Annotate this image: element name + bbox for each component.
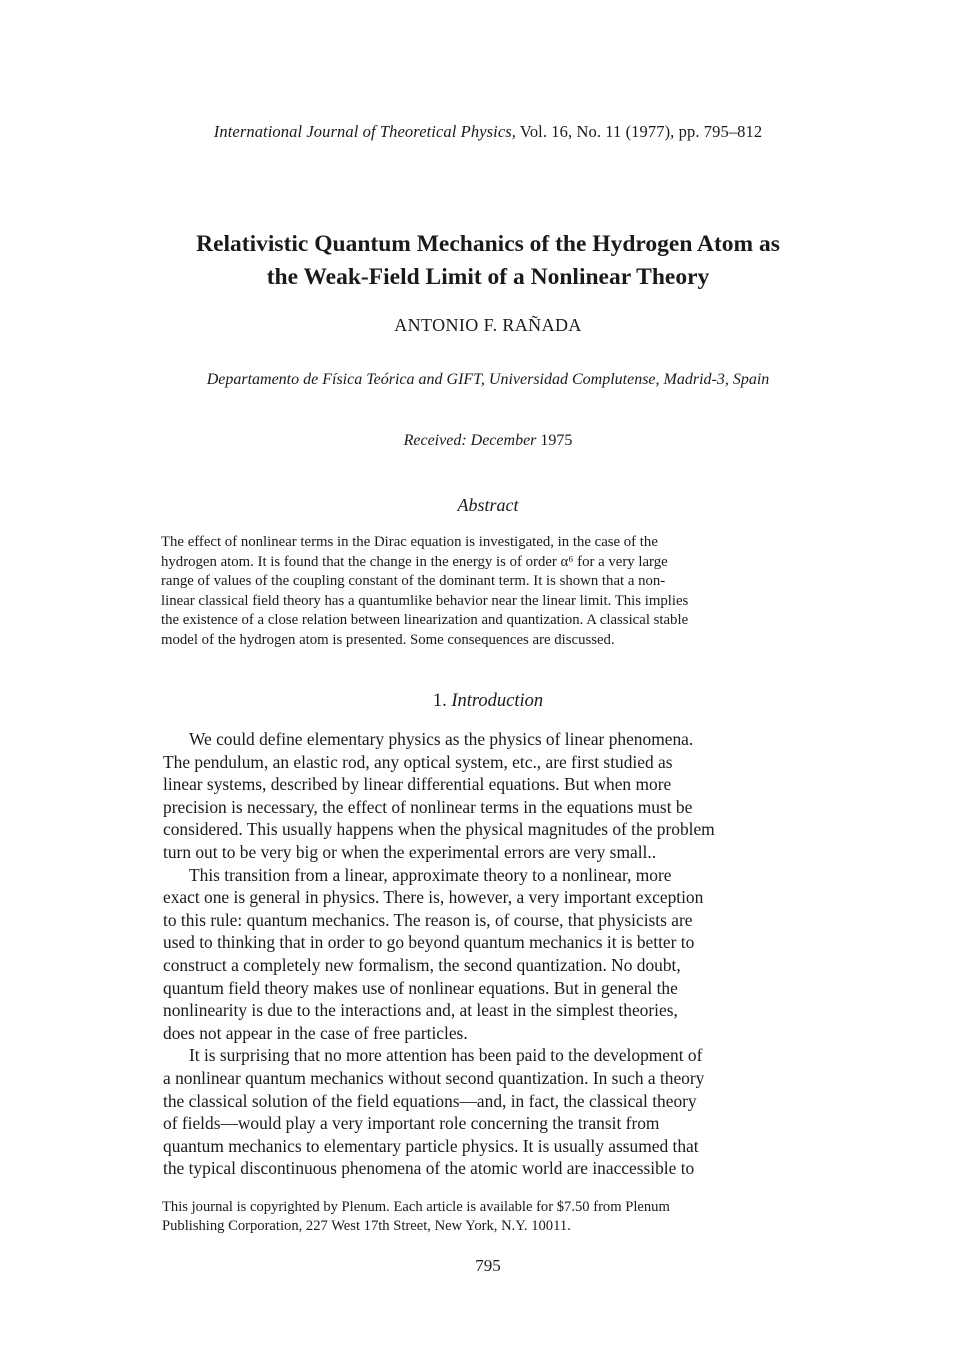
journal-name: International Journal of Theoretical Physics,: [213, 122, 516, 141]
body-line: quantum field theory makes use of nonlinear equations. But in general the: [163, 977, 678, 998]
abstract-line: The effect of nonlinear terms in the Dirac equation is investigated, in the case of the: [161, 534, 658, 550]
abstract-text: [161, 533, 821, 651]
body-line: the classical solution of the field equations—and, in fact, the classical theory: [163, 1090, 697, 1111]
abstract-line: hydrogen atom. It is found that the change in the energy is of order α⁶ for a very large: [161, 553, 668, 570]
footnote-line-1: This journal is copyrighted by Plenum. Each article is available for $7.50 from Plenum: [162, 1199, 670, 1215]
page-number: 795: [475, 1256, 501, 1275]
volume-pages: Vol. 16, No. 11 (1977), pp. 795–812: [516, 122, 763, 141]
body-line: linear systems, described by linear differential equations. But when more: [163, 774, 672, 795]
body-line: to this rule: quantum mechanics. The reason is, of course, that physicists are: [163, 909, 693, 930]
abstract-line: range of values of the coupling constant of the dominant term. It is shown that a non-: [161, 573, 666, 590]
body-line: does not appear in the case of free particles.: [163, 1022, 468, 1043]
footnote-line-2: Publishing Corporation, 227 West 17th Street, New York, N.Y. 10011.: [162, 1218, 571, 1234]
copyright-footnote: [162, 1198, 822, 1236]
body-line: considered. This usually happens when the physical magnitudes of the problem: [163, 819, 715, 840]
introduction-text: [163, 728, 827, 1180]
received-date: [0, 432, 976, 450]
body-line: a nonlinear quantum mechanics without second quantization. In such a theory: [163, 1067, 705, 1088]
body-line: of fields—would play a very important role concerning the transit from: [163, 1113, 660, 1134]
body-line: It is surprising that no more attention has been paid to the development of: [189, 1045, 703, 1066]
body-line: precision is necessary, the effect of nonlinear terms in the equations must be: [163, 796, 693, 817]
section-title: Introduction: [451, 691, 544, 711]
title-line-2: the Weak-Field Limit of a Nonlinear Theory: [266, 264, 710, 290]
body-line: construct a completely new formalism, the second quantization. No doubt,: [163, 954, 681, 975]
journal-citation: [0, 122, 976, 142]
section-heading: [0, 691, 976, 712]
abstract-line: the existence of a close relation between linearization and quantization. A classical stable: [161, 612, 689, 629]
author-name: ANTONIO F. RAÑADA: [394, 315, 582, 335]
title-line-1: Relativistic Quantum Mechanics of the Hydrogen Atom as: [196, 231, 780, 257]
abstract-heading: Abstract: [457, 495, 519, 515]
body-line: quantum mechanics to elementary particle physics. It is usually assumed that: [163, 1135, 699, 1156]
author-affiliation: Departamento de Física Teórica and GIFT, Universidad Complutense, Madrid-3, Spain: [206, 371, 770, 388]
received-label: Received: December: [403, 432, 537, 449]
body-line: nonlinearity is due to the interactions and, at least in the simplest theories,: [163, 1000, 678, 1021]
section-number: 1.: [432, 691, 452, 711]
body-line: exact one is general in physics. There is, however, a very important exception: [163, 887, 704, 908]
body-line: We could define elementary physics as the physics of linear phenomena.: [189, 729, 694, 749]
abstract-line: model of the hydrogen atom is presented. Some consequences are discussed.: [161, 631, 615, 648]
body-line: the typical discontinuous phenomena of the atomic world are inaccessible to: [163, 1158, 695, 1179]
body-line: The pendulum, an elastic rod, any optical system, etc., are first studied as: [163, 751, 673, 772]
body-line: used to thinking that in order to go beyond quantum mechanics it is better to: [163, 932, 695, 953]
received-year: 1975: [536, 432, 573, 449]
paper-title: [120, 228, 856, 294]
body-line: turn out to be very big or when the experimental errors are very small..: [163, 841, 657, 862]
body-line: This transition from a linear, approximate theory to a nonlinear, more: [189, 864, 672, 885]
abstract-line: linear classical field theory has a quantumlike behavior near the linear limit. This implies: [161, 592, 689, 609]
